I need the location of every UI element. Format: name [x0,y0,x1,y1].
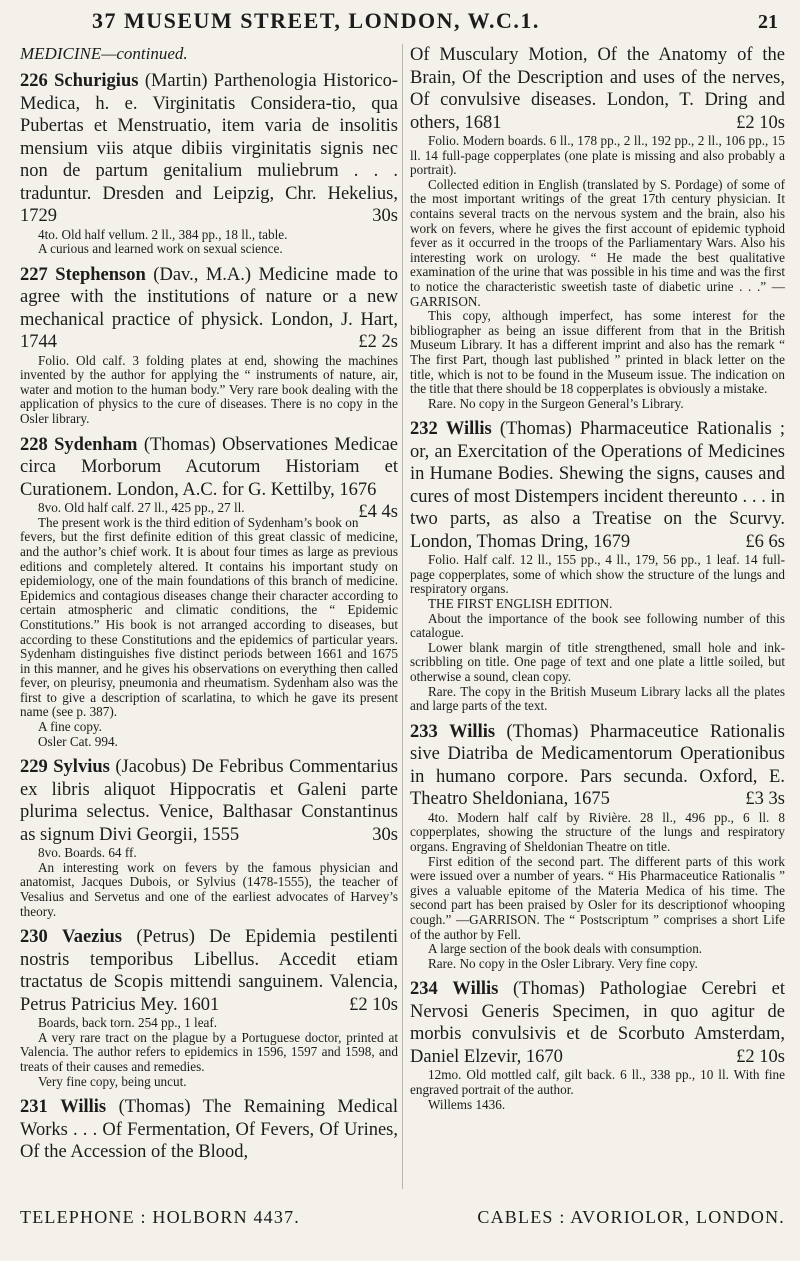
entry-heading-text: (Martin) Parthenologia Historico-Medica, h. e. Virginitatis Considera-tio, qua Pubertas et Menstruatio, item varia de insolitis mensium viis atque dibiis virginitatis signis nec non de partum genitalium muliebrum . . . traduntur. Dresden and Leipzig, Chr. Hekelius, 1729 [20,71,398,226]
entry-note: Rare. No copy in the Surgeon General’s Library. [428,395,684,411]
entry-number: 233 [410,721,438,742]
entry-note: First edition of the second part. The different parts of this work were issued over a number of years. “ His Pharmaceutice Rationalis ” gives a valuable epitome of the Materia Medica of his time. The second part has been praised by Osler for its descriptionof whooping cough.” —GARRISON. The “ Postscriptum ” comprises a short Life of the author by Fell. [410,853,785,942]
entry-price: £6 6s [745,531,785,552]
entry-number: 227 [20,264,48,285]
entry-price: £3 3s [745,789,785,810]
footer-cables: CABLES : AVORIOLOR, LONDON. [477,1207,785,1227]
entry-heading-text: (Thomas) The Remaining Medical Works . . . Of Fermentation, Of Fevers, Of Urines, Of the Accession of the Blood, [20,1097,399,1163]
page-header [0,8,800,34]
entry-note: Osler Cat. 994. [38,733,118,749]
entry-author: Sylvius [53,757,110,778]
entry-price: £2 10s [736,112,785,133]
entry-author: Willis [449,721,496,742]
left-entries [20,70,398,1164]
entry-number: 226 [20,71,48,91]
entry-231-continued [410,44,785,411]
entry-number: 234 [410,979,438,1000]
entry-author: Vaezius [62,927,123,948]
entry-note: An interesting work on fevers by the famous physician and anatomist, Jacques Dubois, or Sylvius (1478-1555), the teacher of Vesalius and Servetus and one of the earliest advocates of Harvey’s theory. [20,859,398,919]
entry-author: Willis [60,1097,107,1118]
entry-note: 12mo. Old mottled calf, gilt back. 6 ll., 338 pp., 10 ll. With fine engraved portrait of the author. [410,1067,785,1097]
entry-heading-text: Of Musculary Motion, Of the Anatomy of the Brain, Of the Description and uses of the nerves, Of convulsive diseases. London, T. Dring and others, 1681 [410,45,785,133]
left-column [20,44,398,1171]
entry-note: Collected edition in English (translated by S. Pordage) of some of the most important writings of the great 17th century physician. It contains several tracts on the nervous system and the brain, also his work on fevers, where he gives the first account of epidemic typhoid fever as it occurred in the troops of the Parliamentary Wars. Also his interesting work on urology. “ He made the best qualitative examination of the urine that was possible in his time and was the first to notice the characteristic sweetish taste of diabetic urine . . .” —GARRISON. [410,176,785,309]
entry-body [410,134,785,411]
right-column [410,44,785,1119]
entry-heading-continued [410,44,785,134]
entry-note: Folio. Modern boards. 6 ll., 178 pp., 2 ll., 192 pp., 2 ll., 106 pp., 15 ll. 14 full-page copperplates (one plate is missing and also probably a portrait). [410,133,785,178]
entry-heading [20,264,398,354]
page-title: 37 MUSEUM STREET, LONDON, W.C.1. [92,8,540,33]
entry-heading-text: (Jacobus) De Febribus Commentarius ex libris aliquot Hippocratis et Galeni parte plurima selectus. Venice, Balthasar Constantinus as signum Divi Georgii, 1555 [20,757,399,845]
entry-note: Rare. No copy in the Osler Library. Very fine copy. [428,955,698,971]
entry-note: Boards, back torn. 254 pp., 1 leaf. [38,1015,218,1031]
entry-note: 4to. Old half vellum. 2 ll., 384 pp., 18 ll., table. [38,226,288,242]
entry-note: Lower blank margin of title strengthened, small hole and ink-scribbling on title. One page of text and one plate a little soiled, but otherwise a sound, clean copy. [410,639,785,685]
catalogue-entry-226 [20,70,398,257]
entry-note: Folio. Old calf. 3 folding plates at end, showing the machines invented by the author for applying the “ instruments of nature, air, water and motion to the human body.” Very rare book dealing with the application of physics to the cure of diseases. There is no copy in the Osler library. [20,352,398,427]
page-footer [20,1207,785,1228]
entry-author: Sydenham [54,434,138,455]
entry-number: 229 [20,757,48,778]
entry-heading-text: (Thomas) Pathologiae Cerebri et Nervosi Generis Specimen, in quo agitur de morbis convulsivis et de Scorbuto Amsterdam, Daniel Elzevir, 1670 [410,979,786,1067]
catalogue-entry-228 [20,434,398,750]
catalogue-entry-233 [410,721,785,972]
entry-note: A curious and learned work on sexual science. [38,241,283,257]
entry-heading [410,978,785,1068]
entry-note: Very fine copy, being uncut. [38,1073,187,1089]
entry-heading [20,1096,398,1164]
entry-author: Willis [445,419,492,440]
entry-price: £2 10s [349,994,398,1015]
entry-heading [20,756,398,846]
entry-heading [20,70,398,228]
entry-heading-text: (Petrus) De Epidemia pestilenti nostris temporibus Libellus. Accedit etiam tractatus de Scopis mittendi sanguinem. Valencia, Petrus Patricius Mey. 1601 [20,927,399,1015]
entry-heading-text: (Thomas) Pharmaceutice Rationalis ; or, an Exercitation of the Operations of Medicines in Humane Bodies. Shewing the signs, causes and cures of most Distempers incident thereunto . . . in two parts, as also a Treatise on the Scurvy. London, Thomas Dring, 1679 [410,419,786,552]
entry-author: Willis [452,979,499,1000]
entry-heading [410,721,785,811]
entry-note: 8vo. Old half calf. 27 ll., 425 pp., 27 ll. [38,500,245,516]
entry-number: 230 [20,927,48,948]
catalogue-entry-229 [20,756,398,919]
footer-telephone: TELEPHONE : HOLBORN 4437. [20,1207,300,1227]
entry-heading-text: (Thomas) Observationes Medicae circa Morborum Acutorum Historiam et Curationem. London, A.C. for G. Kettilby, 1676 [20,434,399,500]
entry-price: 30s [372,824,398,845]
right-entries [410,418,785,1112]
page-number: 21 [758,11,778,33]
section-label: MEDICINE—continued. [20,44,188,63]
entry-note: About the importance of the book see following number of this catalogue. [410,610,785,641]
entry-note: Rare. The copy in the British Museum Library lacks all the plates and large parts of the text. [410,683,785,714]
entry-heading-text: (Thomas) Pharmaceutice Rationalis sive Diatriba de Medicamentorum Operationibus in humano corpore. Pars secunda. Oxford, E. Theatro Sheldoniana, 1675 [410,721,786,810]
entry-note: The present work is the third edition of Sydenham’s book on fevers, but the first definite edition of this great classic of medicine, and the author’s chief work. It is about four times as large as previous editions and completely altered. It contains his important study on epidemiology, one of the main foundations of this branch of medicine. Epidemics and contagious diseases change their character according to certain atmospheric and climatic conditions, the “ Epidemic Constitutions.” His book is not arranged according to diseases, but according to these Constitutions and the epidemics of particular years. Sydenham distinguishes five distinct periods between 1661 and 1675 in this manner, and he gives his observations on everything then called fever, on pleurisy, pneumonia and rheumatism. Sydenham also was the first to give a description of scarlatina, to which he gave its present name (see p. 387). [20,514,398,720]
entry-note: Folio. Half calf. 12 ll., 155 pp., 4 ll., 179, 56 pp., 1 leaf. 14 full-page copperplates, some of which show the structure of the lungs and respiratory organs. [410,552,785,597]
entry-note: Willems 1436. [428,1096,506,1112]
catalogue-entry-232 [410,418,785,714]
entry-price: £2 2s [358,332,398,353]
entry-heading [20,926,398,1016]
entry-note: A fine copy. [38,719,102,735]
entry-price: £4 4s [358,502,398,523]
catalogue-entry-230 [20,926,398,1089]
entry-price: 30s [372,206,398,226]
entry-price: £2 10s [736,1046,785,1067]
entry-author: Schurigius [54,71,139,91]
entry-number: 231 [20,1097,48,1118]
entry-note: THE FIRST ENGLISH EDITION. [428,596,613,612]
entry-note: 4to. Modern half calf by Rivière. 28 ll., 496 pp., 6 ll. 8 copperplates, showing the structure of the lungs and respiratory organs. Engraving of Sheldonian Theatre on title. [410,809,785,854]
entry-note: A very rare tract on the plague by a Portuguese doctor, printed at Valencia. The author refers to epidemics in 1596, 1597 and 1598, and treats of their causes and remedies. [20,1029,398,1074]
entry-heading-text: (Dav., M.A.) Medicine made to agree with the institutions of nature or a new mechanical practice of physick. London, J. Hart, 1744 [20,264,398,353]
catalogue-entry-231 [20,1096,398,1164]
entry-note: This copy, although imperfect, has some interest for the bibliographer as being an issue different from that in the British Museum Library. It has a different imprint and also has the remark “ The first Part, though last published ” printed in black letter on the title, which is not to be found in the Museum issue. The indication on the title that there should be 18 copperplates is obviously a mistake. [410,308,785,397]
entry-note: A large section of the book deals with consumption. [428,941,703,957]
catalogue-entry-227 [20,264,398,427]
entry-heading [410,418,785,553]
entry-number: 228 [20,434,48,455]
catalogue-entry-234 [410,978,785,1112]
entry-number: 232 [410,419,438,440]
entry-author: Stephenson [55,264,146,285]
entry-note: 8vo. Boards. 64 ff. [38,845,137,861]
column-divider [402,44,403,1189]
